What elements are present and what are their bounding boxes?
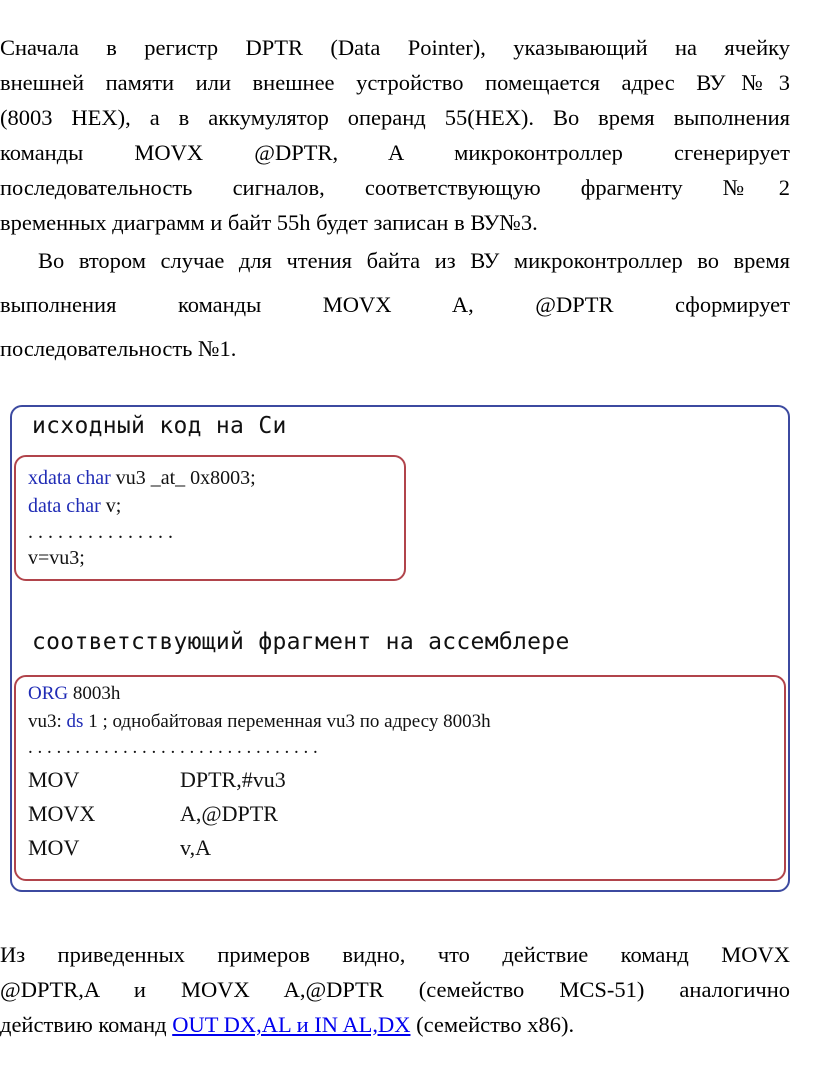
asm-instruction-op: MOV [28, 835, 80, 860]
asm-instruction-arg: v,A [180, 835, 211, 860]
text-line: (8003 HEX), а в аккумулятор операнд 55(HEX). Во время выполнения [0, 105, 790, 130]
text-line: последовательность сигналов, соответствующую фрагменту №2 [0, 175, 790, 200]
asm-instruction-op: MOVX [28, 801, 96, 826]
code-text: v; [100, 495, 122, 517]
paragraph-1 [0, 30, 790, 240]
c-code-box [14, 455, 406, 581]
code-line [28, 467, 256, 490]
code-text: vu3: [28, 711, 67, 732]
code-keyword: ds [66, 711, 84, 732]
text-line: Во втором случае для чтения байта из ВУ микроконтроллер во время [38, 248, 790, 273]
text-line: временных диаграмм и байт 55h будет записан в ВУ№3. [0, 210, 538, 235]
code-line [28, 495, 121, 518]
code-text: 1 ; однобайтовая переменная vu3 по адресу 8003h [83, 711, 491, 732]
paragraph-3 [0, 937, 790, 1042]
text-fragment: действию команд [0, 1012, 173, 1037]
code-text: vu3 _at_ 0x8003; [110, 467, 256, 489]
paragraph-2 [0, 239, 790, 371]
c-code-heading: исходный код на Си [32, 413, 287, 439]
text-line: @DPTR,A и MOVX A,@DPTR (семейство MCS-51) аналогично [0, 977, 790, 1002]
code-line [28, 711, 491, 733]
text-line: Из приведенных примеров видно, что действие команд MOVX [0, 942, 790, 967]
asm-code-box [14, 675, 786, 881]
text-line: внешней памяти или внешнее устройство помещается адрес ВУ№3 [0, 70, 790, 95]
asm-instruction-op: MOV [28, 767, 80, 792]
code-line [28, 683, 120, 705]
out-in-link[interactable]: OUT DX,AL и IN AL,DX [172, 1012, 411, 1037]
text-line [0, 1007, 790, 1042]
code-keyword: xdata char [28, 467, 111, 489]
code-figure [10, 405, 790, 892]
code-dots: . . . . . . . . . . . . . . . . . . . . . . . . . . . . . . . [28, 737, 318, 758]
text-fragment: (семейство x86). [410, 1012, 575, 1037]
code-line: v=vu3; [28, 547, 85, 569]
text-line: Сначала в регистр DPTR (Data Pointer), указывающий на ячейку [0, 35, 790, 60]
code-keyword: ORG [28, 683, 69, 704]
text-line: команды MOVX @DPTR, A микроконтроллер сгенерирует [0, 140, 790, 165]
code-text: 8003h [68, 683, 121, 704]
code-dots: . . . . . . . . . . . . . . . [28, 521, 173, 543]
code-keyword: data char [28, 495, 101, 517]
asm-instruction-arg: DPTR,#vu3 [180, 767, 286, 792]
asm-instruction-arg: A,@DPTR [180, 801, 278, 826]
text-line: выполнения команды MOVX A, @DPTR сформирует [0, 292, 790, 317]
text-line: последовательность №1. [0, 336, 237, 361]
asm-code-heading: соответствующий фрагмент на ассемблере [32, 629, 570, 655]
